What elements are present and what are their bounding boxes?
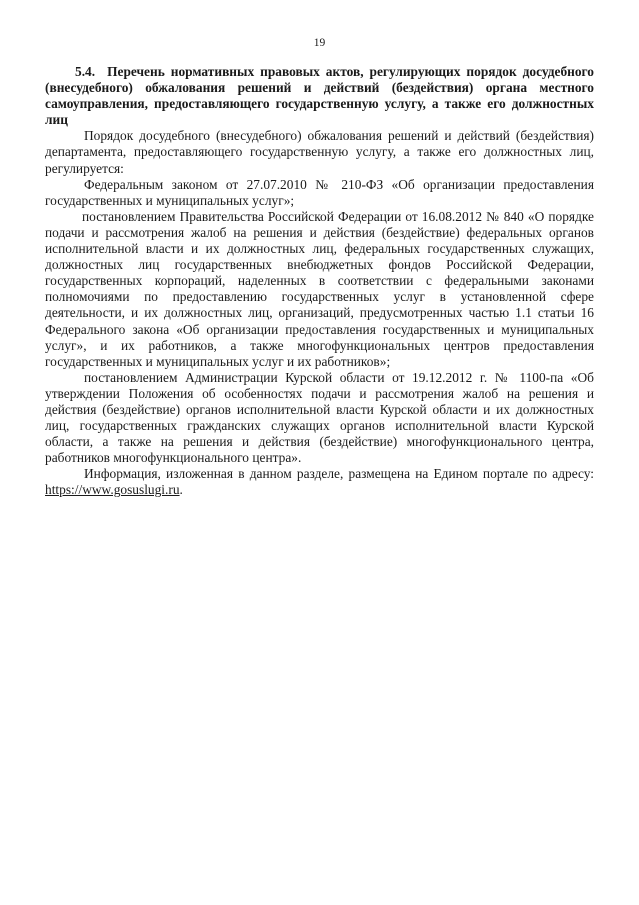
paragraph-government-decree: постановлением Правительства Российской Федерации от 16.08.2012 № 840 «О порядке подачи и рассмотрения жалоб на решения и действия (бездействие) федеральных органов исполнительной власти и их должностных лиц, федеральных государственных служащих, должностных лиц государственных внебюджетных фондов Российской Федерации, государственных корпораций, наделенных в соответствии с федеральными законами полномочиями по предоставлению государственных услуг в установленной сфере деятельности, и их должностных лиц, организаций, предусмотренных частью 1.1 статьи 16 Федерального закона «Об организации предоставления государственных и муниципальных услуг», и их работников, а также многофункциональных центров предоставления государственных и муниципальных услуг и их работников»; [45, 208, 594, 369]
paragraph-intro: Порядок досудебного (внесудебного) обжалования решений и действий (бездействия) департамента, предоставляющего государственную услугу, а также его должностных лиц, регулируется: [45, 128, 594, 176]
info-suffix: . [179, 482, 183, 498]
gosuslugi-link[interactable]: https://www.gosuslugi.ru [45, 482, 180, 498]
section-heading [45, 64, 594, 128]
section-number: 5.4. [75, 64, 96, 79]
paragraph-kursk-decree: постановлением Администрации Курской области от 19.12.2012 г. № 1100-па «Об утверждении Положения об особенностях подачи и рассмотрения жалоб на решения и действия (бездействие) органов исполнительной власти Курской области и их должностных лиц, государственных гражданских служащих органов исполнительной власти Курской области, а также на решения и действия (бездействие) многофункционального центра, работников многофункционального центра». [45, 369, 594, 466]
page-number: 19 [313, 37, 326, 49]
paragraph-federal-law: Федеральным законом от 27.07.2010 № 210-ФЗ «Об организации предоставления государственных и муниципальных услуг»; [45, 176, 594, 208]
section-title: Перечень нормативных правовых актов, регулирующих порядок досудебного (внесудебного) обжалования решений и действий (бездействия) органа местного самоуправления, предоставляющего государственную услугу, а также его должностных лиц [45, 64, 594, 128]
paragraph-info [45, 466, 594, 498]
info-text: Информация, изложенная в данном разделе, размещена на Едином портале по адресу: [84, 466, 594, 482]
document-body [45, 64, 594, 499]
